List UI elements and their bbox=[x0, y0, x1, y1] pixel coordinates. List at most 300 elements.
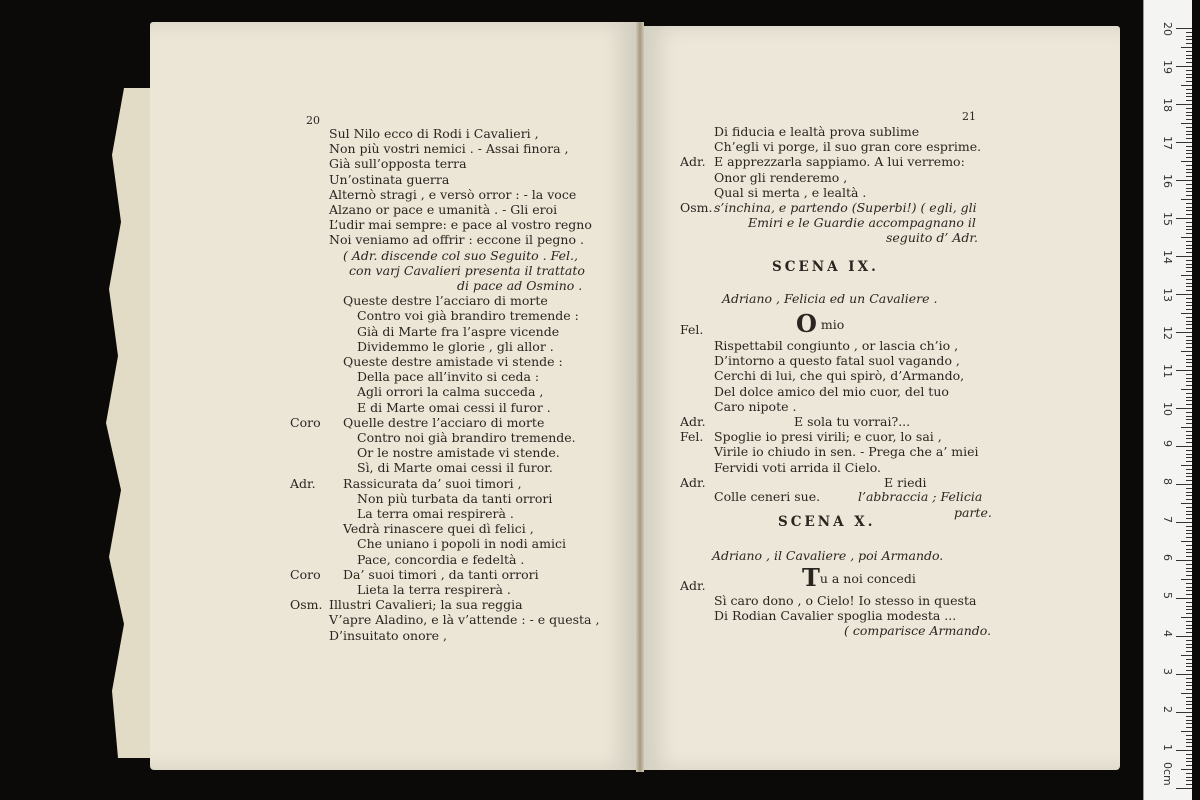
ruler-tick bbox=[1186, 115, 1192, 116]
ruler-tick bbox=[1186, 651, 1192, 652]
ruler-tick bbox=[1176, 294, 1192, 295]
ruler-tick bbox=[1181, 351, 1192, 352]
verse-line: E di Marte omai cessi il furor . bbox=[357, 399, 551, 415]
ruler-tick bbox=[1181, 85, 1192, 86]
ruler-tick bbox=[1186, 283, 1192, 284]
ruler-tick bbox=[1186, 264, 1192, 265]
ruler-tick bbox=[1186, 492, 1192, 493]
ruler-tick bbox=[1186, 682, 1192, 683]
ruler-tick bbox=[1186, 621, 1192, 622]
ruler-tick bbox=[1186, 93, 1192, 94]
ruler-tick bbox=[1186, 336, 1192, 337]
ruler-tick bbox=[1186, 321, 1192, 322]
ruler-tick bbox=[1186, 701, 1192, 702]
ruler-tick bbox=[1181, 655, 1192, 656]
ruler-tick bbox=[1186, 260, 1192, 261]
speaker-label: Osm. bbox=[290, 597, 323, 613]
ruler-tick bbox=[1186, 298, 1192, 299]
ruler-tick bbox=[1186, 222, 1192, 223]
ruler-tick bbox=[1186, 552, 1192, 553]
verse-line: Rassicurata da’ suoi timori , bbox=[343, 475, 522, 491]
stage-direction: con varj Cavalieri presenta il trattato bbox=[349, 262, 585, 278]
verse-line: Già di Marte fra l’aspre vicende bbox=[357, 323, 560, 339]
ruler-tick bbox=[1186, 419, 1192, 420]
ruler-tick bbox=[1186, 704, 1192, 705]
verse-line: Cerchi di lui, che qui spirò, d’Armando, bbox=[714, 368, 965, 384]
ruler-tick bbox=[1186, 423, 1192, 424]
ruler-tick bbox=[1176, 104, 1192, 105]
verse-line: Queste destre amistade vi stende : bbox=[343, 354, 563, 369]
ruler-tick bbox=[1186, 640, 1192, 641]
scene-9-title: SCENA IX. bbox=[772, 259, 879, 275]
ruler-tick bbox=[1186, 340, 1192, 341]
verse-line: Ch’egli vi porge, il suo gran core esprime. bbox=[714, 139, 982, 155]
ruler-tick bbox=[1186, 131, 1192, 132]
scene-10-cast: Adriano , il Cavaliere , poi Armando. bbox=[712, 548, 944, 563]
ruler-tick bbox=[1186, 495, 1192, 496]
verse-line: Queste destre l’acciaro di morte bbox=[343, 293, 548, 309]
ruler-tick bbox=[1176, 788, 1192, 789]
ruler-tick bbox=[1176, 256, 1192, 257]
ruler-tick bbox=[1186, 442, 1192, 443]
ruler-tick bbox=[1186, 549, 1192, 550]
verse-line: Sul Nilo ecco di Rodi i Cavalieri , bbox=[329, 126, 539, 141]
ruler-tick bbox=[1186, 241, 1192, 242]
scene-10-title: SCENA X. bbox=[778, 514, 876, 530]
ruler-number: 7 bbox=[1161, 516, 1174, 523]
ruler-tick bbox=[1186, 473, 1192, 474]
ruler-tick bbox=[1186, 39, 1192, 40]
ruler-number: 15 bbox=[1161, 212, 1174, 226]
stage-direction: ( Adr. discende col suo Seguito . Fel., bbox=[343, 247, 578, 263]
verse-line: Vedrà rinascere quei dì felici , bbox=[343, 521, 534, 537]
verse-line: Virile io chiudo in sen. - Prega che a’ miei bbox=[714, 444, 979, 460]
ruler-number: 16 bbox=[1161, 174, 1174, 188]
ruler-tick bbox=[1186, 416, 1192, 417]
ruler-tick bbox=[1186, 146, 1192, 147]
ruler-tick bbox=[1186, 666, 1192, 667]
ruler-tick bbox=[1176, 180, 1192, 181]
ruler-tick bbox=[1176, 598, 1192, 599]
ruler-tick bbox=[1186, 739, 1192, 740]
verse-line: L’udir mai sempre: e pace al vostro regno bbox=[329, 217, 592, 233]
ruler-tick bbox=[1176, 142, 1192, 143]
ruler-tick bbox=[1186, 100, 1192, 101]
ruler-tick bbox=[1186, 511, 1192, 512]
ruler-tick bbox=[1186, 499, 1192, 500]
ruler-tick bbox=[1186, 195, 1192, 196]
ruler-tick bbox=[1186, 127, 1192, 128]
ruler-tick bbox=[1186, 469, 1192, 470]
ruler-tick bbox=[1186, 134, 1192, 135]
ruler-tick bbox=[1186, 564, 1192, 565]
ruler-tick bbox=[1186, 488, 1192, 489]
ruler-tick bbox=[1186, 169, 1192, 170]
ruler-tick bbox=[1186, 404, 1192, 405]
ruler-tick bbox=[1186, 229, 1192, 230]
ruler-tick bbox=[1186, 632, 1192, 633]
ruler-tick bbox=[1186, 647, 1192, 648]
ruler-number: 10 bbox=[1161, 402, 1174, 416]
verse-line: Sì caro dono , o Cielo! Io stesso in questa bbox=[714, 593, 977, 608]
ruler-tick bbox=[1186, 575, 1192, 576]
ruler-tick bbox=[1181, 161, 1192, 162]
verse-text: u a noi concedi bbox=[819, 571, 916, 586]
ruler-tick bbox=[1186, 761, 1192, 762]
ruler-tick bbox=[1186, 773, 1192, 774]
ruler-tick bbox=[1186, 571, 1192, 572]
ruler-tick bbox=[1176, 712, 1192, 713]
ruler-tick bbox=[1186, 735, 1192, 736]
ruler-tick bbox=[1186, 43, 1192, 44]
verse-line: Spoglie io presi virili; e cuor, lo sai , bbox=[714, 429, 942, 445]
ruler-tick bbox=[1181, 465, 1192, 466]
ruler-tick bbox=[1181, 389, 1192, 390]
ruler-tick bbox=[1186, 727, 1192, 728]
ruler-tick bbox=[1186, 526, 1192, 527]
ruler-number: 9 bbox=[1161, 440, 1174, 447]
ruler-tick bbox=[1181, 579, 1192, 580]
ruler-tick bbox=[1186, 784, 1192, 785]
measuring-ruler bbox=[1143, 0, 1192, 800]
ruler-tick bbox=[1186, 267, 1192, 268]
ruler-tick bbox=[1176, 446, 1192, 447]
ruler-tick bbox=[1186, 385, 1192, 386]
ruler-tick bbox=[1186, 507, 1192, 508]
ruler-number: 18 bbox=[1161, 98, 1174, 112]
ruler-tick bbox=[1176, 560, 1192, 561]
ruler-tick bbox=[1186, 716, 1192, 717]
verse-line: Già sull’opposta terra bbox=[329, 156, 467, 172]
ruler-tick bbox=[1186, 233, 1192, 234]
ruler-tick bbox=[1186, 742, 1192, 743]
ruler-tick bbox=[1186, 438, 1192, 439]
ruler-tick bbox=[1186, 457, 1192, 458]
verse-line: Sì, di Marte omai cessi il furor. bbox=[357, 460, 553, 476]
ruler-tick bbox=[1186, 157, 1192, 158]
ruler-tick bbox=[1186, 393, 1192, 394]
speaker-label: Fel. bbox=[680, 429, 704, 445]
ruler-tick bbox=[1181, 693, 1192, 694]
verse-line: Pace, concordia e fedeltà . bbox=[357, 551, 525, 567]
verse-line: Or le nostre amistade vi stende. bbox=[357, 445, 560, 461]
stage-direction: s’inchina, e partendo (Superbi!) ( egli, gli bbox=[714, 200, 977, 215]
verse-line: Del dolce amico del mio cuor, del tuo bbox=[714, 383, 949, 399]
verse-line: Non più turbata da tanti orrori bbox=[357, 490, 553, 506]
speaker-label: Adr. bbox=[680, 474, 706, 490]
ruler-tick bbox=[1181, 275, 1192, 276]
ruler-tick bbox=[1181, 731, 1192, 732]
verse-line: D’insuitato onore , bbox=[329, 627, 447, 643]
ruler-number: 19 bbox=[1161, 60, 1174, 74]
ruler-tick bbox=[1186, 746, 1192, 747]
ruler-tick bbox=[1186, 359, 1192, 360]
ruler-tick bbox=[1181, 617, 1192, 618]
speaker-label: Osm. bbox=[680, 200, 713, 215]
ruler-tick bbox=[1186, 628, 1192, 629]
verse-line: V’apre Aladino, e là v’attende : - e questa , bbox=[329, 612, 600, 628]
ruler-number: 11 bbox=[1161, 364, 1174, 378]
ruler-tick bbox=[1176, 66, 1192, 67]
ruler-tick bbox=[1186, 366, 1192, 367]
ruler-number: 3 bbox=[1161, 668, 1174, 675]
verse-line: Non più vostri nemici . - Assai finora , bbox=[329, 141, 569, 157]
ruler-tick bbox=[1186, 378, 1192, 379]
verse-line: E riedi bbox=[884, 474, 927, 490]
ruler-number: 13 bbox=[1161, 288, 1174, 302]
ruler-number: 14 bbox=[1161, 250, 1174, 264]
speaker-label: Adr. bbox=[680, 414, 706, 429]
ruler-tick bbox=[1186, 252, 1192, 253]
verse-line: Di Rodian Cavalier spoglia modesta ... bbox=[714, 608, 957, 624]
ruler-tick bbox=[1181, 769, 1192, 770]
verse-line: Un’ostinata guerra bbox=[329, 171, 450, 187]
ruler-tick bbox=[1186, 663, 1192, 664]
ruler-tick bbox=[1176, 218, 1192, 219]
ruler-tick bbox=[1186, 112, 1192, 113]
ruler-number: 5 bbox=[1161, 592, 1174, 599]
ruler-tick bbox=[1186, 89, 1192, 90]
ruler-tick bbox=[1186, 305, 1192, 306]
ruler-tick bbox=[1181, 123, 1192, 124]
speaker-label: Adr. bbox=[680, 154, 706, 170]
verse-line: Fervidi voti arrida il Cielo. bbox=[714, 459, 882, 475]
verse-line: E sola tu vorrai?... bbox=[794, 414, 911, 429]
ruler-tick bbox=[1181, 503, 1192, 504]
ruler-unit-label: 0cm bbox=[1161, 762, 1174, 786]
ruler-tick bbox=[1186, 36, 1192, 37]
ruler-tick bbox=[1186, 590, 1192, 591]
ruler-tick bbox=[1186, 765, 1192, 766]
ruler-tick bbox=[1186, 644, 1192, 645]
ruler-tick bbox=[1176, 750, 1192, 751]
ruler-tick bbox=[1176, 674, 1192, 675]
ruler-tick bbox=[1186, 74, 1192, 75]
ruler-tick bbox=[1181, 313, 1192, 314]
ruler-number: 8 bbox=[1161, 478, 1174, 485]
ruler-tick bbox=[1186, 309, 1192, 310]
ruler-tick bbox=[1186, 55, 1192, 56]
ruler-tick bbox=[1186, 355, 1192, 356]
ruler-tick bbox=[1186, 286, 1192, 287]
ruler-tick bbox=[1186, 708, 1192, 709]
ruler-tick bbox=[1186, 188, 1192, 189]
verse-line: Dividemmo le glorie , gli allor . bbox=[357, 338, 554, 354]
speaker-label: Adr. bbox=[680, 578, 706, 593]
verse-line: Contro noi già brandiro tremende. bbox=[357, 430, 576, 445]
verse-line: Da’ suoi timori , da tanti orrori bbox=[343, 566, 539, 582]
ruler-tick bbox=[1186, 594, 1192, 595]
ruler-tick bbox=[1186, 777, 1192, 778]
ruler-tick bbox=[1176, 522, 1192, 523]
ruler-tick bbox=[1186, 697, 1192, 698]
ruler-tick bbox=[1186, 583, 1192, 584]
ruler-tick bbox=[1186, 81, 1192, 82]
ruler-tick bbox=[1186, 150, 1192, 151]
ruler-tick bbox=[1181, 237, 1192, 238]
ruler-tick bbox=[1186, 659, 1192, 660]
ruler-tick bbox=[1186, 279, 1192, 280]
ruler-tick bbox=[1186, 537, 1192, 538]
ruler-tick bbox=[1186, 328, 1192, 329]
ruler-tick bbox=[1186, 670, 1192, 671]
stage-direction: parte. bbox=[954, 505, 992, 520]
ruler-tick bbox=[1186, 461, 1192, 462]
ruler-tick bbox=[1186, 210, 1192, 211]
ruler-tick bbox=[1186, 138, 1192, 139]
ruler-tick bbox=[1186, 625, 1192, 626]
ruler-tick bbox=[1186, 514, 1192, 515]
ruler-tick bbox=[1186, 184, 1192, 185]
ruler-tick bbox=[1176, 28, 1192, 29]
ruler-tick bbox=[1186, 226, 1192, 227]
ruler-tick bbox=[1186, 77, 1192, 78]
ruler-tick bbox=[1181, 199, 1192, 200]
ruler-tick bbox=[1186, 606, 1192, 607]
stage-direction: l’abbraccia ; Felicia bbox=[858, 489, 983, 504]
ruler-tick bbox=[1181, 541, 1192, 542]
ruler-tick bbox=[1186, 454, 1192, 455]
ruler-tick bbox=[1186, 58, 1192, 59]
verse-line bbox=[796, 309, 845, 338]
verse-line: Contro voi già brandiro tremende : bbox=[357, 308, 579, 324]
ruler-tick bbox=[1186, 203, 1192, 204]
verse-line: Colle ceneri sue. bbox=[714, 489, 821, 504]
ruler-tick bbox=[1176, 636, 1192, 637]
ruler-tick bbox=[1186, 271, 1192, 272]
ruler-tick bbox=[1186, 96, 1192, 97]
ruler-tick bbox=[1186, 317, 1192, 318]
stage-direction: Emiri e le Guardie accompagnano il bbox=[748, 215, 976, 231]
verse-line bbox=[802, 563, 916, 592]
verse-line: D’intorno a questo fatal suol vagando , bbox=[714, 353, 960, 369]
right-page-number: 21 bbox=[962, 110, 976, 123]
ruler-tick bbox=[1186, 70, 1192, 71]
verse-line: Di fiducia e lealtà prova sublime bbox=[714, 124, 920, 139]
ruler-tick bbox=[1186, 191, 1192, 192]
ruler-tick bbox=[1176, 370, 1192, 371]
drop-cap: T bbox=[802, 563, 820, 592]
ruler-tick bbox=[1186, 347, 1192, 348]
verse-line: Lieta la terra respirerà . bbox=[357, 582, 511, 597]
ruler-tick bbox=[1186, 207, 1192, 208]
ruler-tick bbox=[1186, 533, 1192, 534]
ruler-tick bbox=[1186, 108, 1192, 109]
scene-9-cast: Adriano , Felicia ed un Cavaliere . bbox=[722, 291, 938, 306]
ruler-tick bbox=[1186, 381, 1192, 382]
speaker-label: Coro bbox=[290, 414, 321, 430]
ruler-number: 2 bbox=[1161, 706, 1174, 713]
ruler-tick bbox=[1186, 720, 1192, 721]
ruler-number: 6 bbox=[1161, 554, 1174, 561]
ruler-tick bbox=[1186, 450, 1192, 451]
ruler-tick bbox=[1186, 530, 1192, 531]
ruler-tick bbox=[1186, 214, 1192, 215]
ruler-tick bbox=[1186, 290, 1192, 291]
verse-line: Onor gli renderemo , bbox=[714, 169, 848, 185]
verse-line: Alzano or pace e umanità . - Gli eroi bbox=[329, 202, 558, 217]
ruler-tick bbox=[1186, 176, 1192, 177]
stage-direction: seguito d’ Adr. bbox=[886, 230, 978, 246]
verse-line: Rispettabil congiunto , or lascia ch’io , bbox=[714, 338, 959, 353]
ruler-tick bbox=[1186, 476, 1192, 477]
verse-line: Caro nipote . bbox=[714, 398, 797, 414]
ruler-tick bbox=[1186, 723, 1192, 724]
stage-direction: di pace ad Osmino . bbox=[457, 278, 583, 293]
verse-line: La terra omai respirerà . bbox=[357, 506, 514, 521]
ruler-tick bbox=[1186, 556, 1192, 557]
ruler-tick bbox=[1186, 32, 1192, 33]
ruler-tick bbox=[1186, 480, 1192, 481]
ruler-tick bbox=[1186, 689, 1192, 690]
ruler-tick bbox=[1186, 248, 1192, 249]
ruler-tick bbox=[1176, 408, 1192, 409]
ruler-tick bbox=[1186, 609, 1192, 610]
ruler-tick bbox=[1186, 435, 1192, 436]
ruler-number: 1 bbox=[1161, 744, 1174, 751]
ruler-tick bbox=[1186, 431, 1192, 432]
ruler-tick bbox=[1186, 587, 1192, 588]
ruler-tick bbox=[1186, 397, 1192, 398]
left-page-number: 20 bbox=[306, 114, 320, 127]
ruler-tick bbox=[1186, 302, 1192, 303]
verse-line: E apprezzarla sappiamo. A lui verremo: bbox=[714, 154, 965, 170]
speaker-label: Fel. bbox=[680, 322, 704, 337]
ruler-tick bbox=[1186, 754, 1192, 755]
ruler-tick bbox=[1186, 119, 1192, 120]
ruler-tick bbox=[1186, 51, 1192, 52]
ruler-number: 20 bbox=[1161, 22, 1174, 36]
verse-text: mio bbox=[820, 317, 845, 332]
ruler-number: 12 bbox=[1161, 326, 1174, 340]
book-gutter bbox=[636, 22, 644, 772]
verse-line: Che uniano i popoli in nodi amici bbox=[357, 536, 566, 552]
speaker-label: Coro bbox=[290, 566, 321, 582]
ruler-tick bbox=[1186, 545, 1192, 546]
ruler-tick bbox=[1186, 374, 1192, 375]
ruler-tick bbox=[1186, 172, 1192, 173]
ruler-tick bbox=[1181, 47, 1192, 48]
stage-direction: ( comparisce Armando. bbox=[844, 623, 992, 639]
ruler-tick bbox=[1186, 412, 1192, 413]
ruler-tick bbox=[1186, 153, 1192, 154]
ruler-tick bbox=[1186, 685, 1192, 686]
ruler-tick bbox=[1186, 400, 1192, 401]
ruler-tick bbox=[1186, 568, 1192, 569]
verse-line: Quelle destre l’acciaro di morte bbox=[343, 414, 545, 430]
verse-line: Illustri Cavalieri; la sua reggia bbox=[329, 597, 523, 613]
ruler-tick bbox=[1186, 602, 1192, 603]
ruler-tick bbox=[1186, 165, 1192, 166]
ruler-tick bbox=[1186, 324, 1192, 325]
verse-line: Della pace all’invito si ceda : bbox=[357, 369, 540, 385]
ruler-tick bbox=[1186, 245, 1192, 246]
ruler-tick bbox=[1176, 484, 1192, 485]
ruler-tick bbox=[1186, 780, 1192, 781]
speaker-label: Adr. bbox=[290, 475, 316, 491]
ruler-tick bbox=[1181, 427, 1192, 428]
ruler-tick bbox=[1186, 678, 1192, 679]
ruler-tick bbox=[1186, 613, 1192, 614]
ruler-tick bbox=[1186, 62, 1192, 63]
ruler-tick bbox=[1186, 758, 1192, 759]
verse-line: Noi veniamo ad offrir : eccone il pegno . bbox=[329, 232, 584, 248]
ruler-number: 4 bbox=[1161, 630, 1174, 637]
ruler-number: 17 bbox=[1161, 136, 1174, 150]
ruler-tick bbox=[1176, 332, 1192, 333]
verse-line: Alternò stragi , e versò orror : - la voce bbox=[329, 186, 577, 202]
ruler-tick bbox=[1186, 518, 1192, 519]
